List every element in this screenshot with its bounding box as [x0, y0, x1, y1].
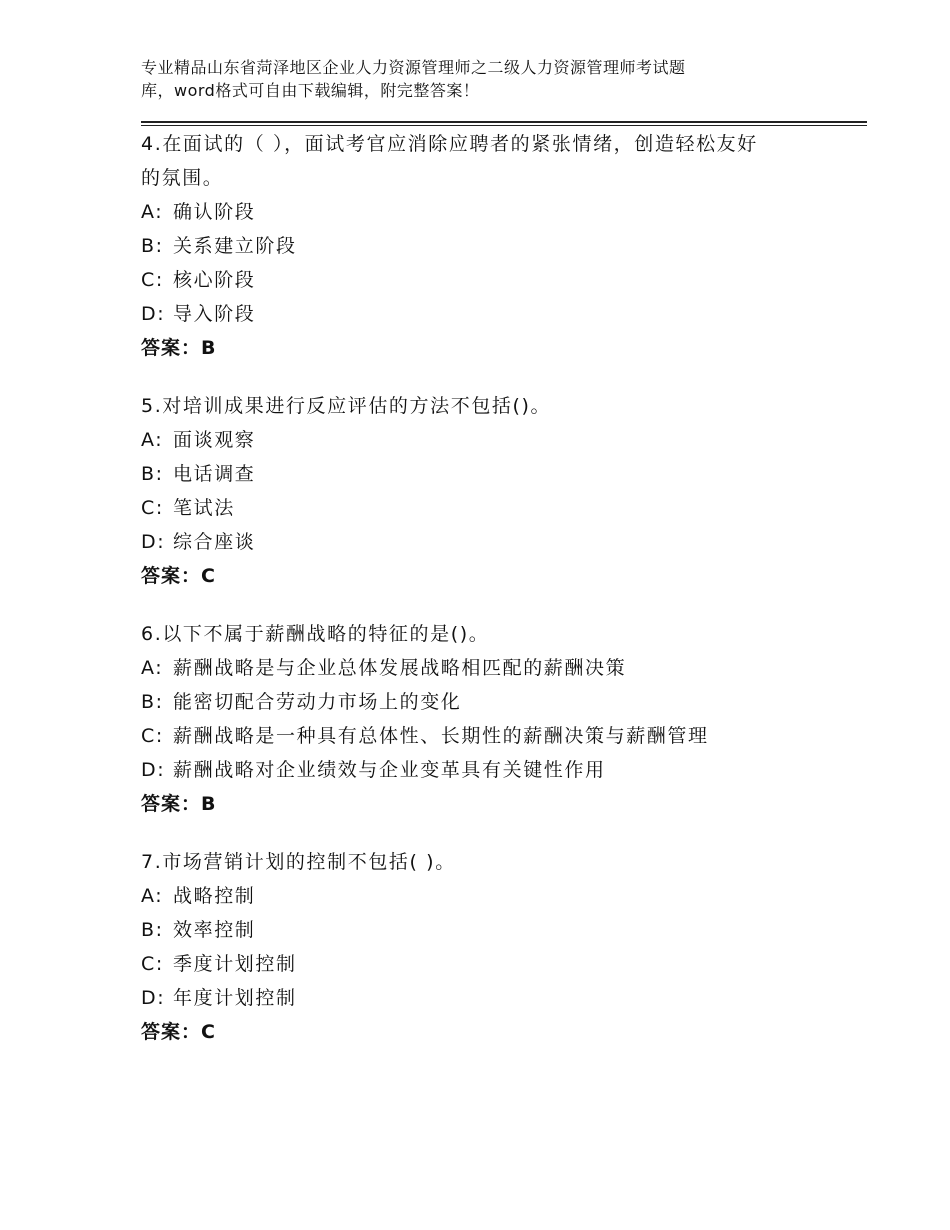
option-text: 薪酬战略是与企业总体发展战略相匹配的薪酬决策	[173, 657, 627, 679]
option-b	[141, 913, 841, 947]
option-text: 薪酬战略对企业绩效与企业变革具有关键性作用	[173, 759, 606, 781]
question-text: 5.对培训成果进行反应评估的方法不包括()。	[141, 395, 552, 417]
option-c	[141, 947, 841, 981]
option-text: 面谈观察	[173, 429, 256, 451]
option-text: 效率控制	[173, 919, 256, 941]
option-letter: B:	[141, 691, 164, 713]
question-5	[141, 389, 841, 593]
option-text: 战略控制	[173, 885, 256, 907]
document-header	[141, 56, 831, 102]
option-text: 年度计划控制	[173, 987, 297, 1009]
option-d	[141, 297, 841, 331]
question-text: 4.在面试的（ ），面试考官应消除应聘者的紧张情绪，创造轻松友好	[141, 133, 758, 155]
header-rule-thin	[141, 125, 867, 126]
header-line-1: 专业精品山东省菏泽地区企业人力资源管理师之二级人力资源管理师考试题	[141, 58, 686, 77]
option-text: 季度计划控制	[173, 953, 297, 975]
option-text: 关系建立阶段	[173, 235, 297, 257]
option-letter: C:	[141, 497, 164, 519]
option-b	[141, 229, 841, 263]
option-letter: D:	[141, 987, 166, 1009]
question-list	[141, 127, 841, 1073]
option-c	[141, 719, 841, 753]
option-text: 薪酬战略是一种具有总体性、长期性的薪酬决策与薪酬管理	[173, 725, 709, 747]
question-4	[141, 127, 841, 365]
option-a	[141, 651, 841, 685]
option-letter: B:	[141, 235, 164, 257]
option-letter: B:	[141, 919, 164, 941]
option-d	[141, 525, 841, 559]
option-letter: A:	[141, 429, 164, 451]
answer-line: 答案：C	[141, 1021, 216, 1043]
option-a	[141, 879, 841, 913]
header-rule-thick	[141, 121, 867, 123]
option-letter: D:	[141, 759, 166, 781]
option-c	[141, 263, 841, 297]
option-text: 综合座谈	[173, 531, 256, 553]
option-a	[141, 423, 841, 457]
option-letter: C:	[141, 269, 164, 291]
option-text: 导入阶段	[173, 303, 256, 325]
option-letter: C:	[141, 725, 164, 747]
question-6	[141, 617, 841, 821]
option-d	[141, 981, 841, 1015]
option-letter: D:	[141, 531, 166, 553]
option-c	[141, 491, 841, 525]
option-text: 能密切配合劳动力市场上的变化	[173, 691, 462, 713]
option-b	[141, 685, 841, 719]
option-text: 确认阶段	[173, 201, 256, 223]
question-7	[141, 845, 841, 1049]
question-text-continued: 的氛围。	[141, 167, 224, 189]
question-text: 7.市场营销计划的控制不包括( )。	[141, 851, 456, 873]
option-text: 核心阶段	[173, 269, 256, 291]
answer-line: 答案：B	[141, 337, 217, 359]
option-letter: B:	[141, 463, 164, 485]
option-d	[141, 753, 841, 787]
answer-line: 答案：C	[141, 565, 216, 587]
option-text: 电话调查	[173, 463, 256, 485]
option-a	[141, 195, 841, 229]
option-letter: A:	[141, 657, 164, 679]
option-letter: A:	[141, 201, 164, 223]
question-text: 6.以下不属于薪酬战略的特征的是()。	[141, 623, 490, 645]
option-text: 笔试法	[173, 497, 235, 519]
option-letter: C:	[141, 953, 164, 975]
header-line-2: 库，word格式可自由下载编辑，附完整答案！	[141, 81, 480, 100]
option-letter: D:	[141, 303, 166, 325]
option-b	[141, 457, 841, 491]
option-letter: A:	[141, 885, 164, 907]
answer-line: 答案：B	[141, 793, 217, 815]
